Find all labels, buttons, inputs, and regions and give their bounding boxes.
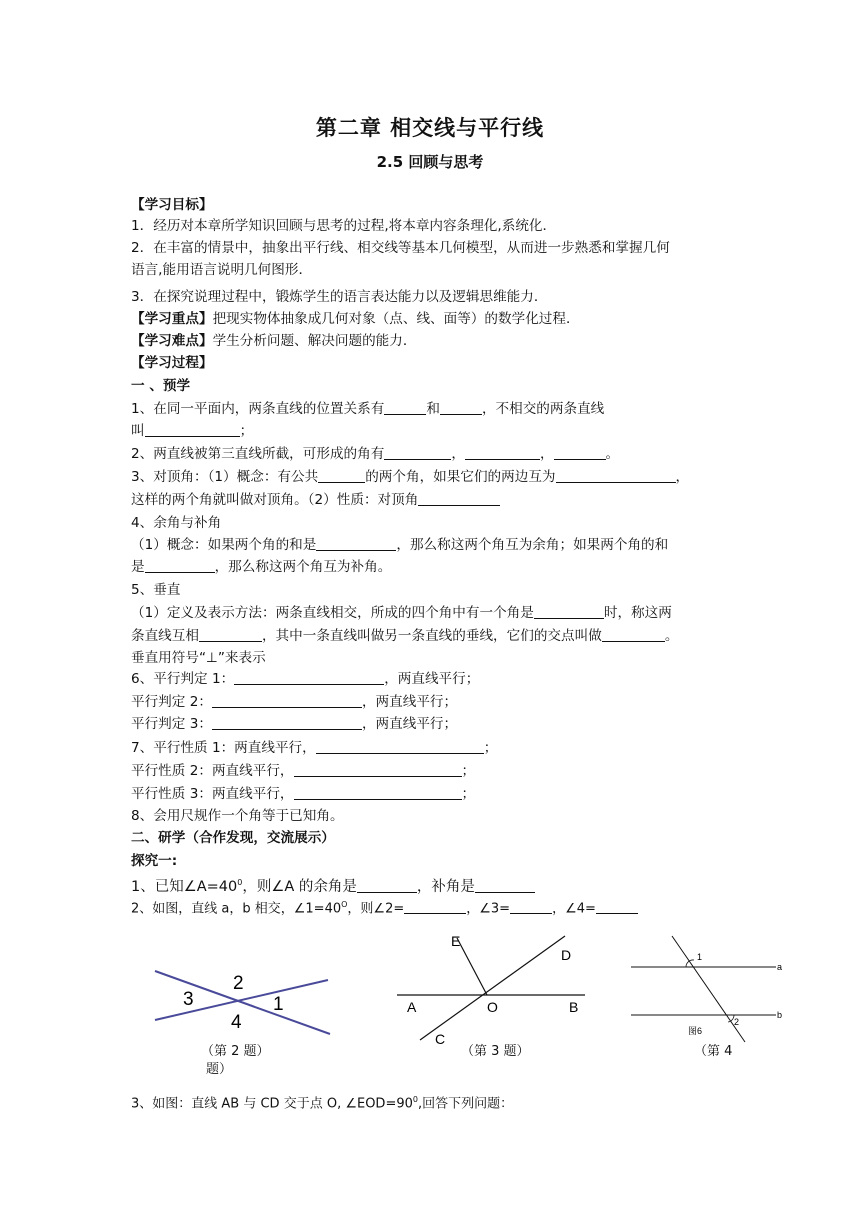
blank[interactable] [316, 739, 484, 754]
blank[interactable] [602, 627, 665, 642]
ray-oe [457, 938, 487, 995]
blank[interactable] [534, 604, 604, 619]
q3-text-a: 3、对顶角：（1）概念：有公共 [131, 469, 319, 485]
blank[interactable] [554, 445, 606, 460]
label-1: 1 [697, 952, 703, 962]
blank[interactable] [234, 670, 384, 685]
label-3: 3 [183, 989, 194, 1010]
q7-text-c: 平行性质 3：两直线平行， [131, 786, 294, 802]
line-cd [420, 936, 565, 1040]
difficulty [131, 331, 416, 351]
objective-3: 3．在探究说理过程中，锻炼学生的语言表达能力以及逻辑思维能力． [131, 289, 548, 305]
q2-sep: ， [451, 446, 465, 462]
explore-q1 [131, 873, 535, 897]
q5-line1 [131, 603, 672, 623]
q2 [131, 444, 619, 464]
q4-text-a: （1）概念：如果两个角的和是 [131, 537, 317, 553]
label-2: 2 [233, 973, 244, 994]
q3-line2 [131, 490, 500, 510]
e2-text-a: 2、如图，直线 a，b 相交，∠1=40 [131, 901, 342, 917]
q6-end-c: ，两直线平行； [361, 716, 458, 732]
q8: 8、会用尺规作一个角等于已知角。 [131, 808, 344, 824]
q7-line3 [131, 784, 475, 804]
objectives-heading: 【学习目标】 [131, 197, 213, 213]
q5-text-d: ，其中一条直线叫做另一条直线的垂线，它们的交点叫做 [261, 628, 602, 644]
label-d: D [561, 947, 572, 963]
q1-line2 [131, 421, 253, 441]
q6-end-b: ，两直线平行； [361, 694, 458, 710]
q7-text-b: 平行性质 2：两直线平行， [131, 763, 294, 779]
e3-text-b: ,回答下列问题： [417, 1096, 514, 1112]
q7-semi: ； [461, 786, 476, 802]
label-e: E [451, 933, 461, 949]
q6-line2 [131, 692, 457, 712]
figure-1-caption-2: 题） [206, 1062, 233, 1077]
degree-sup: O [341, 900, 348, 909]
q1-text-b: 和 [426, 401, 440, 417]
blank[interactable] [418, 491, 500, 506]
q7-line1 [131, 738, 497, 758]
figure-intersecting-lines [145, 955, 340, 1040]
blank[interactable] [384, 400, 426, 415]
figure-angle-eod [395, 930, 595, 1050]
blank[interactable] [404, 899, 466, 914]
q4-text-c: 是 [131, 559, 145, 575]
q2-text: 2、两直线被第三直线所截，可形成的角有 [131, 446, 385, 462]
study-heading: 二、研学（合作发现，交流展示） [131, 830, 335, 846]
blank[interactable] [556, 468, 676, 483]
explore-q3 [131, 1090, 513, 1114]
q6-text-c: 平行判定 3： [131, 716, 212, 732]
objective-2-line2: 语言,能用语言说明几何图形． [131, 262, 313, 278]
difficulty-text: 学生分析问题、解决问题的能力． [212, 333, 417, 349]
q5-text-b: 时，称这两 [603, 605, 672, 621]
blank[interactable] [199, 627, 262, 642]
q5-line2 [131, 626, 678, 646]
blank[interactable] [145, 558, 215, 573]
figure-parallel-lines [628, 930, 788, 1045]
blank[interactable] [145, 422, 240, 437]
q3-line1 [131, 467, 689, 487]
q6-line3 [131, 714, 457, 734]
blank[interactable] [465, 445, 540, 460]
q6-end-a: ，两直线平行； [384, 671, 480, 687]
q2-sep: ， [539, 446, 554, 462]
figure-1-caption: （第 2 题） [201, 1044, 270, 1059]
e3-text-a: 3、如图：直线 AB 与 CD 交于点 O, ∠EOD=90 [131, 1096, 413, 1112]
q1-line1 [131, 399, 604, 419]
blank[interactable] [510, 899, 552, 914]
label-2: 2 [734, 1017, 740, 1027]
blank[interactable] [316, 536, 396, 551]
q7-text-a: 7、平行性质 1：两直线平行， [131, 740, 316, 756]
blank[interactable] [212, 715, 362, 730]
q6-line1 [131, 669, 479, 689]
q4-text-b: ，那么称这两个角互为余角；如果两个角的和 [396, 537, 669, 553]
label-o: O [487, 999, 498, 1015]
blank[interactable] [596, 899, 638, 914]
e2-text-b: ，则∠2= [347, 901, 405, 917]
q1-text-d: 叫 [131, 423, 145, 439]
objective-2-line1: 2．在丰富的情景中，抽象出平行线、相交线等基本几何模型，从而进一步熟悉和掌握几何 [131, 240, 670, 256]
label-a: A [407, 999, 417, 1015]
q5-line3: 垂直用符号“⊥”来表示 [131, 650, 266, 666]
label-4: 4 [231, 1012, 242, 1033]
blank[interactable] [212, 693, 362, 708]
q3-text-b: 的两个角，如果它们的两边互为 [365, 469, 556, 485]
objective-1: 1．经历对本章所学知识回顾与思考的过程,将本章内容条理化,系统化． [131, 218, 557, 234]
chapter-title: 第二章 相交线与平行线 [315, 116, 545, 140]
key-point-label: 【学习重点】 [131, 311, 213, 327]
key-point [131, 309, 580, 329]
label-a: a [777, 962, 783, 972]
blank[interactable] [294, 785, 462, 800]
explore-1-heading: 探究一: [131, 853, 178, 869]
process-heading: 【学习过程】 [131, 355, 213, 371]
figure-name: 图6 [688, 1026, 703, 1036]
explore-q2 [131, 895, 638, 919]
degree-sup: 0 [237, 878, 243, 887]
key-point-text: 把现实物体抽象成几何对象（点、线、面等）的数学化过程． [212, 311, 580, 327]
preview-heading: 一 、预学 [131, 378, 191, 394]
label-b: B [569, 999, 579, 1015]
q4-line1 [131, 535, 668, 555]
blank[interactable] [475, 878, 535, 893]
q6-text-b: 平行判定 2： [131, 694, 212, 710]
q1-text-e: ； [239, 423, 254, 439]
q3-text-c: ， [675, 469, 690, 485]
q1-text-c: ，不相交的两条直线 [481, 401, 605, 417]
e2-text-d: ，∠4= [552, 901, 596, 917]
q4-heading: 4、余角与补角 [131, 515, 222, 531]
q1-text-a: 1、在同一平面内，两条直线的位置关系有 [131, 401, 385, 417]
blank[interactable] [440, 400, 482, 415]
degree-sup: 0 [412, 1095, 418, 1104]
blank[interactable] [384, 445, 451, 460]
figure-3-caption: （第 4 [694, 1044, 733, 1059]
label-b: b [777, 1010, 783, 1020]
e1-text-c: ，补角是 [416, 878, 475, 895]
blank[interactable] [318, 468, 365, 483]
difficulty-label: 【学习难点】 [131, 333, 213, 349]
q7-semi: ； [461, 763, 476, 779]
blank[interactable] [294, 762, 462, 777]
q7-semi: ； [483, 740, 498, 756]
q5-text-c: 条直线互相 [131, 628, 199, 644]
q4-line2 [131, 557, 391, 577]
q5-heading: 5、垂直 [131, 582, 181, 598]
q2-end: 。 [605, 446, 620, 462]
q3-text-d: 这样的两个角就叫做对顶角。（2）性质：对顶角 [131, 492, 419, 508]
blank[interactable] [357, 878, 417, 893]
q5-text-a: （1）定义及表示方法：两条直线相交，所成的四个角中有一个角是 [131, 605, 534, 621]
section-title: 2.5 回顾与思考 [376, 153, 484, 171]
q4-text-d: ，那么称这两个角互为补角。 [214, 559, 392, 575]
q7-line2 [131, 761, 475, 781]
q6-text-a: 6、平行判定 1： [131, 671, 235, 687]
e1-text-b: ，则∠A 的余角是 [242, 878, 357, 895]
q5-text-e: 。 [664, 628, 679, 644]
figure-2-caption: （第 3 题） [461, 1044, 530, 1059]
label-c: C [435, 1031, 446, 1047]
e2-text-c: ，∠3= [466, 901, 511, 917]
label-1: 1 [273, 994, 284, 1015]
e1-text-a: 1、已知∠A=40 [131, 878, 238, 895]
